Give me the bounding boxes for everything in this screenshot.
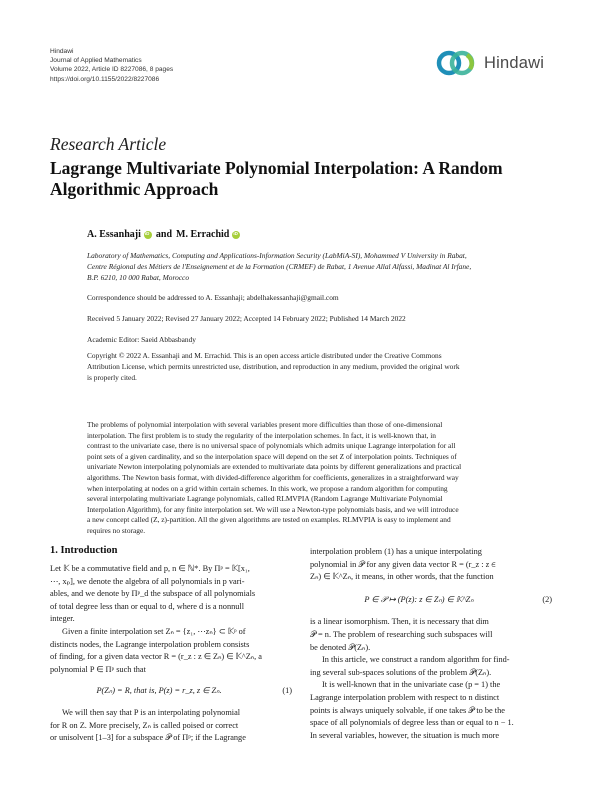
abstract-line: point sets of a given cardinality, and so the interpolation space will depend on the set Z of interpolation points. Techniques of <box>87 451 457 461</box>
body-line: or unisolvent [1–3] for a subspace 𝒫 of Πᵖ; if the Lagrange <box>50 733 246 743</box>
body-line: In several variables, however, the situation is much more <box>310 730 500 740</box>
abstract-line: a new concept called (Z, z)-partition. All the given algorithms are tested on examples. RLMVPIA is easy to implement and <box>87 515 451 525</box>
journal-metadata <box>50 47 173 84</box>
author-conjunction: and <box>155 229 173 240</box>
body-line: is a linear isomorphism. Then, it is necessary that dim <box>310 617 489 627</box>
body-line: of finding, for a given data vector R = (r_z : z ∈ Zₙ) ∈ 𝕂^Zₙ, a <box>50 652 262 662</box>
body-line: polynomial in 𝒫 for any given data vector R = (r_z : z ∈ <box>310 559 496 569</box>
abstract-line: interpolation. The first problem is to study the regularity of the interpolation schemes. In fact, it is well-known that, in <box>87 430 436 440</box>
equation-number: (1) <box>282 686 292 696</box>
body-line: We will then say that P is an interpolating polynomial <box>62 707 241 717</box>
body-line: Zₙ) ∈ 𝕂^Zₙ, it means, in other words, that the function <box>310 572 494 582</box>
body-line: be denoted 𝒫(Zₙ). <box>310 642 371 652</box>
affiliation <box>87 250 553 283</box>
hindawi-logo-icon <box>436 48 480 78</box>
abstract-line: The problems of polynomial interpolation with several variables present more difficulties than those of one-dimensional <box>87 420 443 429</box>
author-name[interactable]: M. Errachid <box>176 229 230 240</box>
title-line: Algorithmic Approach <box>50 179 219 199</box>
volume-info: Volume 2022, Article ID 8227086, 8 pages <box>50 66 174 74</box>
body-line: points is always uniquely solvable, if one takes 𝒫 to be the <box>310 705 505 715</box>
title-line: Lagrange Multivariate Polynomial Interpolation: A Random <box>50 158 503 178</box>
author-list <box>87 229 244 240</box>
body-line: distincts nodes, the Lagrange interpolation problem consists <box>50 639 250 649</box>
section-heading: 1. Introduction <box>50 545 118 556</box>
abstract-line: algorithms. The Newton basis format, with divided-difference algorithm for coefficients, generalizes in a straightforward way <box>87 472 459 482</box>
abstract-line: contrast to the univariate case, there is no universal space of polynomials which admits unique Lagrange interpolation for all <box>87 441 456 451</box>
orcid-icon[interactable] <box>144 231 152 239</box>
body-line: Lagrange interpolation problem with respect to n distinct <box>310 692 500 702</box>
equation-1 <box>50 685 292 698</box>
orcid-icon[interactable] <box>232 231 240 239</box>
body-line: Given a finite interpolation set Zₙ = {z₁, ⋯zₙ} ⊂ 𝕂ᵖ of <box>62 626 246 636</box>
affiliation-line: Centre Régional des Métiers de l'Enseignement et de la Formation (CRMEF) de Rabat, 1 Avenue Allal Alfassi, Madinat Al Irfane, <box>87 262 472 271</box>
body-line: ables, and we denote by Πᵖ_d the subspace of all polynomials <box>50 589 256 599</box>
body-line: Let 𝕂 be a commutative field and p, n ∈ ℕ*. By Πᵖ = 𝕂[x₁, <box>50 564 250 573</box>
author-name[interactable]: A. Essanhaji <box>87 229 141 240</box>
abstract-line: when interpolating at nodes on a grid within certain schemes. In this work, we propose a random algorithm for computing <box>87 483 448 493</box>
abstract-line: univariate Newton interpolating polynomials are extended to multivariate data points by different generalizations and practical <box>87 462 462 472</box>
copyright-line: is properly cited. <box>87 373 137 382</box>
abstract-line: several interpolating multivariate Lagrange polynomials, called RLMVPIA (Random Lagrange Multivariate Polynomial <box>87 494 443 504</box>
body-line: ing several sub-spaces solutions of the problem 𝒫(Zₙ). <box>310 667 492 677</box>
equation-2 <box>310 594 552 607</box>
publisher-name: Hindawi <box>50 48 74 55</box>
logo-wordmark: Hindawi <box>484 53 545 72</box>
paper-title <box>50 158 560 200</box>
body-line: polynomial P ∈ Πᵖ such that <box>50 664 146 674</box>
affiliation-line: Laboratory of Mathematics, Computing and Applications-Information Security (LabMiA-SI), Mohammed V University in Rabat, <box>87 251 467 260</box>
body-line: interpolation problem (1) has a unique interpolating <box>310 547 482 556</box>
copyright-line: Attribution License, which permits unrestricted use, distribution, and reproduction in any medium, provided the original work <box>87 362 460 371</box>
body-line: for R on Z. More precisely, Zₙ is called poised or correct <box>50 720 239 730</box>
affiliation-line: B.P. 6210, 10 000 Rabat, Morocco <box>87 273 190 282</box>
body-line: 𝒫 = n. The problem of researching such subspaces will <box>310 629 493 639</box>
article-type: Research Article <box>50 134 167 154</box>
publication-dates: Received 5 January 2022; Revised 27 January 2022; Accepted 14 February 2022; Published 14 March 2022 <box>87 314 406 323</box>
equation-number: (2) <box>542 594 552 604</box>
body-line: ⋯, xₚ], we denote the algebra of all polynomials in p vari- <box>50 576 245 586</box>
body-line: of total degree less than or equal to d, where d is a nonnull <box>50 601 245 611</box>
correspondence: Correspondence should be addressed to A. Essanhaji; abdelhakessanhaji@gmail.com <box>87 293 339 302</box>
body-line: In this article, we construct a random algorithm for find- <box>322 655 510 665</box>
abstract <box>87 420 553 537</box>
abstract-line: Interpolation Algorithm), for any finite interpolation set. We will use a Newton-type polynomials basis, and we will introduce <box>87 504 459 514</box>
journal-name: Journal of Applied Mathematics <box>50 57 142 65</box>
left-column <box>50 563 292 745</box>
copyright-line: Copyright © 2022 A. Essanhaji and M. Errachid. This is an open access article distributed under the Creative Commons <box>87 351 442 360</box>
body-line: It is well-known that in the univariate case (p = 1) the <box>322 680 501 690</box>
equation-body: P(Zₙ) = R, that is, P(z) = r_z, z ∈ Zₙ. <box>96 686 222 696</box>
doi-link[interactable]: https://doi.org/10.1155/2022/8227086 <box>50 75 160 83</box>
right-column <box>310 546 552 742</box>
copyright-notice <box>87 350 553 383</box>
equation-body: P ∈ 𝒫 ↦ (P(z): z ∈ Zₙ) ∈ 𝕂^Zₙ <box>364 594 474 604</box>
academic-editor: Academic Editor: Saeid Abbasbandy <box>87 335 196 344</box>
body-line: space of all polynomials of degree less than or equal to n − 1. <box>310 718 514 728</box>
abstract-line: requires no storage. <box>87 525 146 535</box>
hindawi-logo[interactable] <box>436 46 556 80</box>
body-line: integer. <box>50 614 75 624</box>
